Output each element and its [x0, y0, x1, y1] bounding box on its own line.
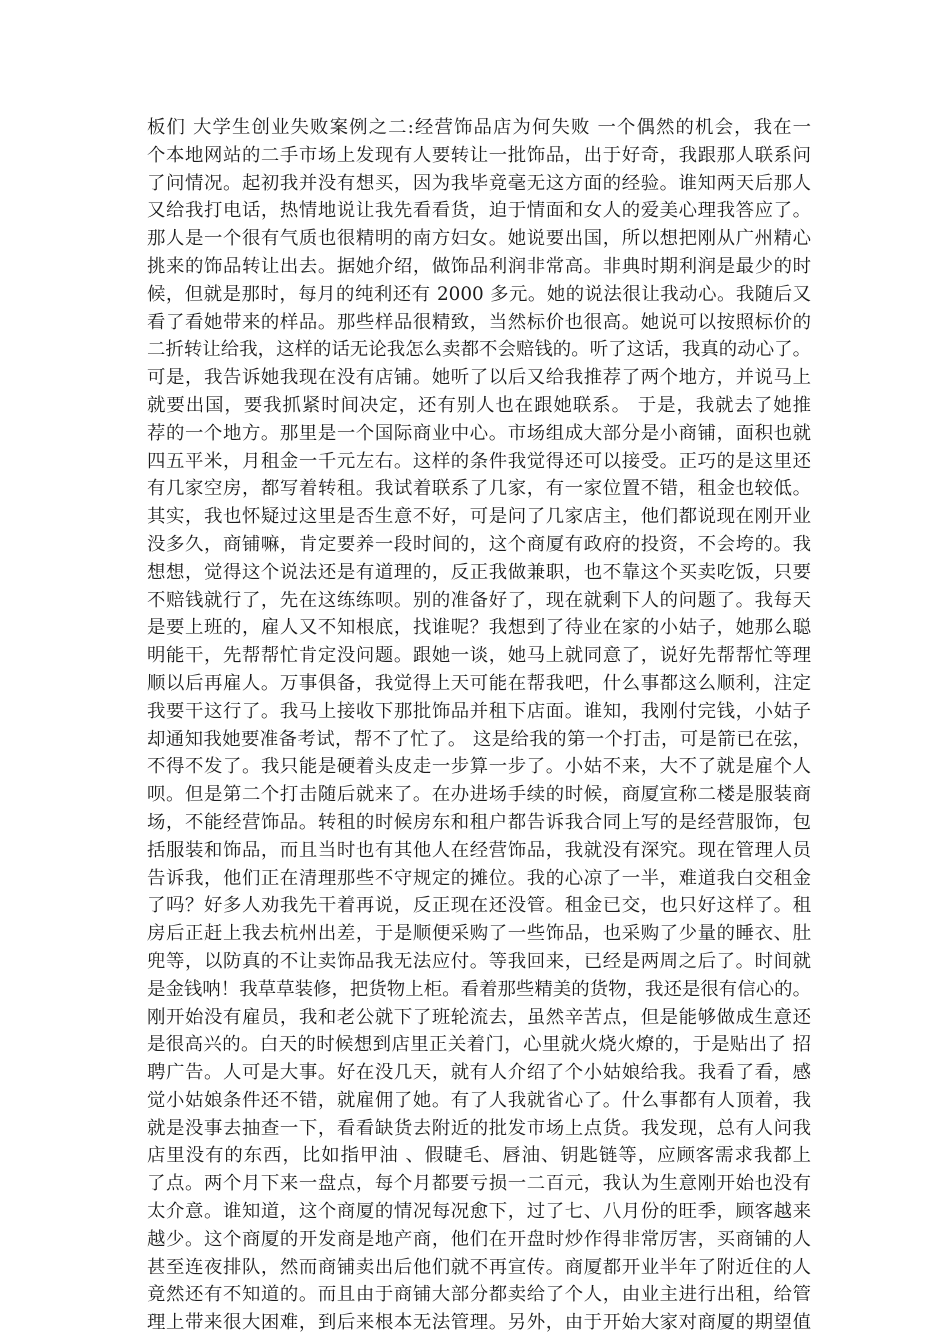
text-line: 告诉我，他们正在清理那些不守规定的摊位。我的心凉了一半，难道我白交租金	[147, 867, 811, 889]
text-line: 明能干，先帮帮忙肯定没问题。跟她一谈，她马上就同意了，说好先帮帮忙等理	[147, 645, 811, 667]
text-line: 二折转让给我，这样的话无论我怎么卖都不会赔钱的。听了这话，我真的动心了。	[147, 339, 811, 361]
text-line: 觉小姑娘条件还不错，就雇佣了她。有了人我就省心了。什么事都有人顶着，我	[147, 1089, 811, 1111]
text-line: 没多久，商铺嘛，肯定要养一段时间的，这个商厦有政府的投资，不会垮的。我	[147, 533, 811, 555]
text-line: 了吗？好多人劝我先干着再说，反正现在还没管。租金已交，也只好这样了。租	[147, 895, 811, 917]
text-line: 挑来的饰品转让出去。据她介绍，做饰品利润非常高。非典时期利润是最少的时	[147, 255, 811, 277]
text-line: 看了看她带来的样品。那些样品很精致，当然标价也很高。她说可以按照标价的	[147, 311, 811, 333]
text-line: 越少。这个商厦的开发商是地产商，他们在开盘时炒作得非常厉害，买商铺的人	[147, 1228, 811, 1250]
text-line: 呗。但是第二个打击随后就来了。在办进场手续的时候，商厦宣称二楼是服装商	[147, 784, 811, 806]
text-line: 可是，我告诉她我现在没有店铺。她听了以后又给我推荐了两个地方，并说马上	[147, 367, 811, 389]
text-line: 其实，我也怀疑过这里是否生意不好，可是问了几家店主，他们都说现在刚开业	[147, 506, 811, 528]
text-line: 又给我打电话，热情地说让我先看看货，迫于情面和女人的爱美心理我答应了。	[147, 200, 811, 222]
text-line: 了问情况。起初我并没有想买，因为我毕竟毫无这方面的经验。谁知两天后那人	[147, 172, 811, 194]
text-line: 荐的一个地方。那里是一个国际商业中心。市场组成大部分是小商铺，面积也就	[147, 422, 811, 444]
text-line: 就是没事去抽查一下，看看缺货去附近的批发市场上点货。我发现，总有人问我	[147, 1117, 811, 1139]
text-line: 候，但就是那时，每月的纯利还有 2000 多元。她的说法很让我动心。我随后又	[147, 283, 811, 305]
text-line: 就要出国，要我抓紧时间决定，还有别人也在跟她联系。 于是，我就去了她推	[147, 394, 811, 416]
text-line: 四五平米，月租金一千元左右。这样的条件我觉得还可以接受。正巧的是这里还	[147, 450, 811, 472]
text-line: 括服装和饰品，而且当时也有其他人在经营饰品，我就没有深究。现在管理人员	[147, 839, 811, 861]
text-line: 我要干这行了。我马上接收下那批饰品并租下店面。谁知，我刚付完钱，小姑子	[147, 700, 811, 722]
text-line: 板们 大学生创业失败案例之二:经营饰品店为何失败 一个偶然的机会，我在一	[147, 117, 811, 138]
text-line: 理上带来很大困难，到后来根本无法管理。另外，由于开始大家对商厦的期望值	[147, 1312, 811, 1334]
text-line: 了点。两个月下来一盘点，每个月都要亏损一二百元，我认为生意刚开始也没有	[147, 1173, 811, 1195]
text-line: 想想，觉得这个说法还是有道理的，反正我做兼职，也不靠这个买卖吃饭，只要	[147, 561, 811, 583]
text-line: 不赔钱就行了，先在这练练呗。别的准备好了，现在就剩下人的问题了。我每天	[147, 589, 811, 611]
text-line: 那人是一个很有气质也很精明的南方妇女。她说要出国，所以想把刚从广州精心	[147, 228, 811, 250]
text-line: 刚开始没有雇员，我和老公就下了班轮流去，虽然辛苦点，但是能够做成生意还	[147, 1006, 811, 1028]
text-line: 是要上班的，雇人又不知根底，找谁呢？我想到了待业在家的小姑子，她那么聪	[147, 617, 811, 639]
text-line: 兜等，以防真的不让卖饰品我无法应付。等我回来，已经是两周之后了。时间就	[147, 950, 811, 972]
text-line: 店里没有的东西，比如指甲油 、假睫毛、唇油、钥匙链等，应顾客需求我都上	[147, 1145, 811, 1167]
text-line: 是很高兴的。白天的时候想到店里正关着门，心里就火烧火燎的，于是贴出了 招	[147, 1034, 811, 1056]
text-line: 却通知我她要准备考试，帮不了忙了。 这是给我的第一个打击，可是箭已在弦，	[147, 728, 811, 750]
body-text	[147, 114, 811, 1337]
text-line: 场，不能经营饰品。转租的时候房东和租户都告诉我合同上写的是经营服饰，包	[147, 811, 811, 833]
text-line: 是金钱呐！我草草装修，把货物上柜。看着那些精美的货物，我还是很有信心的。	[147, 978, 811, 1000]
text-line: 甚至连夜排队，然而商铺卖出后他们就不再宣传。商厦都开业半年了附近住的人	[147, 1256, 811, 1278]
text-line: 不得不发了。我只能是硬着头皮走一步算一步了。小姑不来，大不了就是雇个人	[147, 756, 811, 778]
text-line: 个本地网站的二手市场上发现有人要转让一批饰品，出于好奇，我跟那人联系问	[147, 144, 811, 166]
text-line: 聘广告。人可是大事。好在没几天，就有人介绍了个小姑娘给我。我看了看，感	[147, 1062, 811, 1084]
text-line: 太介意。谁知道，这个商厦的情况每况愈下，过了七、八月份的旺季，顾客越来	[147, 1201, 811, 1223]
text-line: 房后正赶上我去杭州出差，于是顺便采购了一些饰品，也采购了少量的睡衣、肚	[147, 923, 811, 945]
text-line: 有几家空房，都写着转租。我试着联系了几家，有一家位置不错，租金也较低。	[147, 478, 811, 500]
text-line: 顺以后再雇人。万事俱备，我觉得上天可能在帮我吧，什么事都这么顺利，注定	[147, 672, 811, 694]
text-line: 竟然还有不知道的。而且由于商铺大部分都卖给了个人，由业主进行出租，给管	[147, 1284, 811, 1306]
